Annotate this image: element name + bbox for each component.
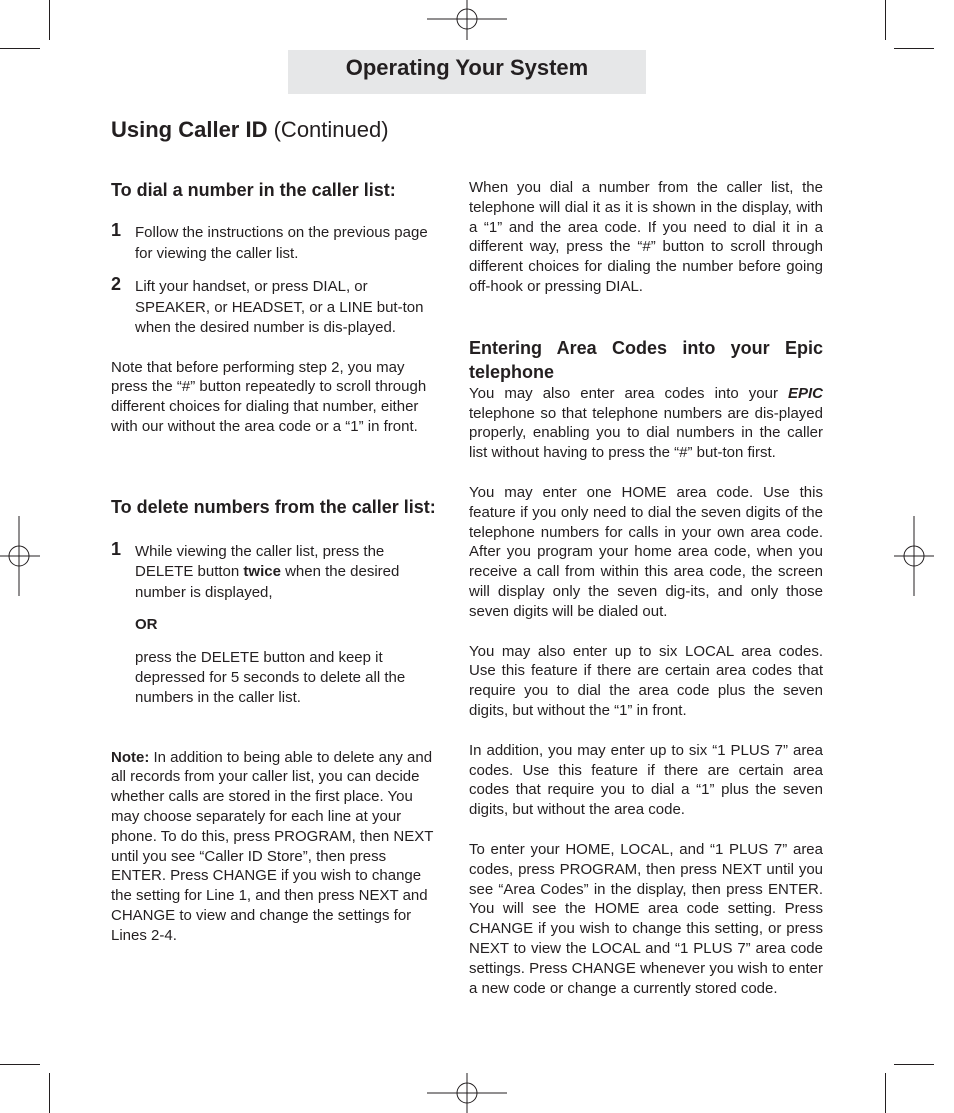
registration-mark-left xyxy=(0,516,40,596)
delete-step xyxy=(111,538,436,604)
delete-alternative: press the DELETE button and keep it depressed for 5 seconds to delete all the numbers in the caller list. xyxy=(135,649,406,706)
area-codes-intro xyxy=(469,384,823,463)
local-area-code-paragraph: You may also enter up to six LOCAL area codes. Use this feature if there are certain area codes that require you to dial the area code plus the seven digits, but without the “1” in front. xyxy=(469,642,823,719)
intro-start: You may also enter area codes into your xyxy=(469,384,788,402)
left-column xyxy=(111,178,436,946)
area-codes-heading: Entering Area Codes into your Epic telephone xyxy=(469,337,823,382)
crop-mark xyxy=(0,1064,40,1065)
step-number: 2 xyxy=(111,274,122,294)
delete-heading: To delete numbers from the caller list: xyxy=(111,496,436,517)
step-number: 1 xyxy=(111,220,122,240)
registration-mark-right xyxy=(894,516,934,596)
intro-end: telephone so that telephone numbers are dis-played properly, enabling you to dial numbers in the caller list without having to press the “#” but-ton first. xyxy=(469,404,823,462)
header-title: Operating Your System xyxy=(345,55,589,80)
step-text: Lift your handset, or press DIAL, or SPEAKER, or HEADSET, or a LINE but-ton when the desired number is dis-played. xyxy=(135,278,424,336)
delete-note xyxy=(111,748,436,946)
step-number: 1 xyxy=(111,538,122,559)
crop-mark xyxy=(885,1073,886,1113)
note-label: Note: xyxy=(111,748,150,766)
registration-mark-top xyxy=(427,0,507,40)
note-text: In addition to being able to delete any and all records from your caller list, you can decide whether calls are stored in the first place. You may choose separately for each line at your phone. To do this, press PROGRAM, then NEXT until you see “Caller ID Store”, then press ENTER. Press CHANGE if you wish to change the setting for Line 1, and then press NEXT and CHANGE to view and change the settings for Lines 2-4. xyxy=(111,748,434,944)
enter-area-codes-paragraph: To enter your HOME, LOCAL, and “1 PLUS 7” area codes, press PROGRAM, then press NEXT until you see “Area Codes” in the display, then press ENTER. You will see the HOME area code setting. Press CHANGE if you wish to change this setting, or press NEXT to view the LOCAL and “1 PLUS 7” area code settings. Press CHANGE whenever you wish to enter a new code or change a currently stored code. xyxy=(469,840,823,997)
step-text-start: While viewing the caller list, press the DELETE button xyxy=(135,542,385,581)
step-text-emphasis: twice xyxy=(243,563,281,581)
dial-note: Note that before performing step 2, you may press the “#” button repeatedly to scroll through different choices for dialing that number, either with our without the area code or a “1” in front. xyxy=(111,358,427,435)
dial-info-paragraph: When you dial a number from the caller list, the telephone will dial it as it is shown in the display, with a “1” and the area code. If you need to dial it in a different way, press the “#” button to scroll through different choices for dialing the number before going off-hook or pressing DIAL. xyxy=(469,179,823,295)
registration-mark-bottom xyxy=(427,1073,507,1113)
step-text-end: when the desired number is displayed, xyxy=(135,563,400,601)
or-label: OR xyxy=(135,616,158,634)
epic-brand: EPIC xyxy=(787,384,823,402)
crop-mark xyxy=(49,0,50,40)
crop-mark xyxy=(885,0,886,40)
dial-heading: To dial a number in the caller list: xyxy=(111,180,396,200)
step-text: Follow the instructions on the previous page for viewing the caller list. xyxy=(135,224,428,262)
right-column xyxy=(469,178,823,998)
crop-mark xyxy=(49,1073,50,1113)
page-title-main: Using Caller ID xyxy=(111,117,268,142)
crop-mark xyxy=(894,48,934,49)
crop-mark xyxy=(894,1064,934,1065)
page-title-suffix: (Continued) xyxy=(273,117,389,142)
dial-step xyxy=(111,274,436,339)
page-title xyxy=(111,117,389,143)
crop-mark xyxy=(0,48,40,49)
home-area-code-paragraph: You may enter one HOME area code. Use this feature if you only need to dial the seven digits of the telephone numbers for calls in your own area code. After you program your home area code, when you receive a call from within this area code, the screen will display only the seven dig-its, and only those seven digits will be dialed out. xyxy=(469,483,823,620)
one-plus-seven-paragraph: In addition, you may enter up to six “1 PLUS 7” area codes. Use this feature if there are certain area codes that require you to dial a “1” plus the seven digits, but without the area code. xyxy=(469,741,823,819)
dial-step xyxy=(111,220,436,264)
